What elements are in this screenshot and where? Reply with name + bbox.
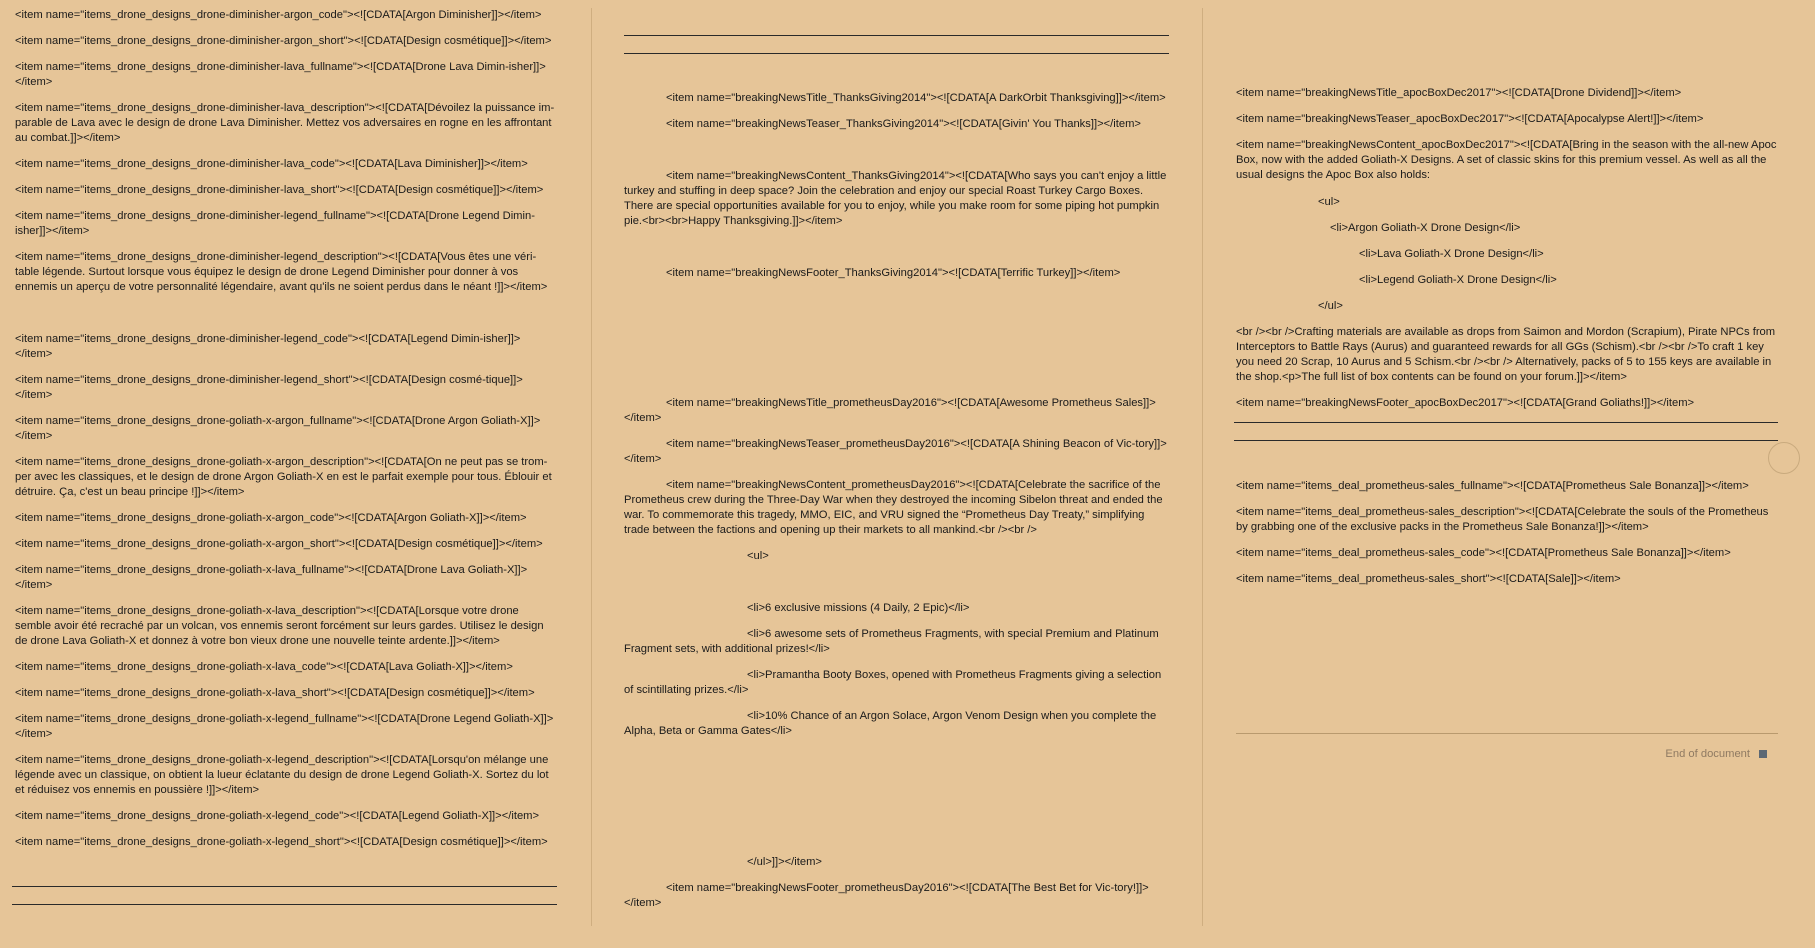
xml-line: </ul>]]></item> (747, 856, 822, 868)
xml-line: <br /><br />Crafting materials are available as drops from Saimon and Mordon (Scrapium), Pirate NPCs from Interceptors to Battle Rays (Aurus) and guaranteed rewards for all GGs (Schism).<br /><br />To craft 1 key you need 20 Scrap, 10 Aurus and 5 Schism.<br /><br /> Alternatively, packs of 5 to 155 keys are available in the shop.<p>The full list of box contents can be found on your forum.]]></item> (1236, 326, 1776, 383)
xml-line: <item name="items_drone_designs_drone-diminisher-argon_code"><![CDATA[Argon Diminisher]]></item> (15, 9, 542, 21)
xml-line: <item name="items_deal_prometheus-sales_description"><![CDATA[Celebrate the souls of the Prometheus by grabbing one of the exclusive packs in the Prometheus Sale Bonanza!]]></item> (1236, 506, 1769, 533)
horizontal-rule (624, 53, 1169, 54)
xml-line: <item name="items_drone_designs_drone-goliath-x-lava_fullname"><![CDATA[Drone Lava Goliath-X]]></item> (15, 564, 528, 591)
xml-line: <item name="items_drone_designs_drone-goliath-x-legend_short"><![CDATA[Design cosmétique]]></item> (15, 836, 548, 848)
column-separator (1202, 8, 1203, 926)
xml-line: <item name="items_drone_designs_drone-goliath-x-lava_code"><![CDATA[Lava Goliath-X]]></item> (15, 661, 513, 673)
xml-line: <item name="breakingNewsFooter_apocBoxDec2017"><![CDATA[Grand Goliaths!]]></item> (1236, 397, 1695, 409)
xml-line: <item name="breakingNewsTitle_apocBoxDec2017"><![CDATA[Drone Dividend]]></item> (1236, 87, 1682, 99)
xml-line: <item name="items_drone_designs_drone-goliath-x-argon_code"><![CDATA[Argon Goliath-X]]></item> (15, 512, 527, 524)
xml-line: <item name="items_deal_prometheus-sales_code"><![CDATA[Prometheus Sale Bonanza]]></item> (1236, 547, 1731, 559)
xml-line: <item name="breakingNewsTitle_ThanksGiving2014"><![CDATA[A DarkOrbit Thanksgiving]]></item> (666, 92, 1166, 104)
xml-line: <item name="items_deal_prometheus-sales_short"><![CDATA[Sale]]></item> (1236, 573, 1621, 585)
xml-line: <li>6 awesome sets of Prometheus Fragments, with special Premium and Platinum Fragment sets, with additional prizes!</li> (624, 628, 1159, 655)
xml-line: <item name="breakingNewsTeaser_prometheusDay2016"><![CDATA[A Shining Beacon of Vic-tory]]></item> (624, 438, 1167, 465)
xml-line: <item name="breakingNewsTitle_prometheusDay2016"><![CDATA[Awesome Prometheus Sales]]></item> (624, 397, 1156, 424)
xml-line: <item name="breakingNewsContent_prometheusDay2016"><![CDATA[Celebrate the sacrifice of the Prometheus crew during the Three-Day War when they destroyed the incoming Sibelon threat and ended the war. To commemorate this tragedy, MMO, EIC, and VRU signed the “Prometheus Day Treaty,” simplifying trade between the factions and opening up their markets to all mankind.<br /><br /> (624, 479, 1163, 536)
scroll-indicator-icon[interactable] (1768, 442, 1800, 474)
xml-line: <item name="items_drone_designs_drone-diminisher-lava_short"><![CDATA[Design cosmétique]]></item> (15, 184, 544, 196)
horizontal-rule (1234, 422, 1778, 423)
xml-line: <item name="items_drone_designs_drone-goliath-x-legend_fullname"><![CDATA[Drone Legend Goliath-X]]></item> (15, 713, 554, 740)
xml-line: <item name="items_drone_designs_drone-diminisher-lava_code"><![CDATA[Lava Diminisher]]></item> (15, 158, 528, 170)
xml-line: <li>6 exclusive missions (4 Daily, 2 Epic)</li> (747, 602, 970, 614)
xml-line: <item name="items_drone_designs_drone-diminisher-argon_short"><![CDATA[Design cosmétique]]></item> (15, 35, 552, 47)
xml-line: <item name="items_drone_designs_drone-diminisher-legend_short"><![CDATA[Design cosmé-tique]]></item> (15, 374, 523, 401)
page-column-3 (1236, 0, 1778, 948)
xml-line: <item name="items_drone_designs_drone-diminisher-legend_description"><![CDATA[Vous êtes une véri-table légende. Surtout lorsque vous équipez le design de drone Legend Diminisher pour donner à vos ennemis un aperçu de votre personnalité légendaire, avant qu'ils ne soient perdus dans le néant !]]></item> (15, 251, 548, 293)
xml-line: <li>Pramantha Booty Boxes, opened with Prometheus Fragments giving a selection of scintillating prizes.</li> (624, 669, 1162, 696)
horizontal-rule (12, 886, 557, 887)
xml-line: <ul> (1318, 196, 1340, 208)
xml-line: <item name="items_drone_designs_drone-goliath-x-lava_description"><![CDATA[Lorsque votre drone semble avoir été recraché par un volcan, vos ennemis seront forcément sur leurs gardes. Utilisez le design de drone Lava Goliath-X et donnez à votre bon vieux drone une nouvelle teinte ardente.]]></item> (15, 605, 544, 647)
end-of-document-icon (1759, 750, 1767, 758)
column-separator (591, 8, 592, 926)
xml-line: <item name="breakingNewsFooter_ThanksGiving2014"><![CDATA[Terrific Turkey]]></item> (666, 267, 1121, 279)
xml-line: </ul> (1318, 300, 1343, 312)
page-column-2 (624, 0, 1169, 948)
xml-line: <item name="items_drone_designs_drone-goliath-x-argon_short"><![CDATA[Design cosmétique]]></item> (15, 538, 543, 550)
xml-line: <li>Lava Goliath-X Drone Design</li> (1359, 248, 1544, 260)
xml-line: <item name="items_drone_designs_drone-diminisher-legend_fullname"><![CDATA[Drone Legend Dimin-isher]]></item> (15, 210, 535, 237)
xml-line: <item name="items_drone_designs_drone-diminisher-legend_code"><![CDATA[Legend Dimin-isher]]></item> (15, 333, 521, 360)
xml-line: <item name="breakingNewsContent_apocBoxDec2017"><![CDATA[Bring in the season with the all-new Apoc Box, now with the added Goliath-X Designs. A set of classic skins for this premium vessel. As well as all the usual designs the Apoc Box also holds: (1236, 139, 1777, 181)
horizontal-rule (1234, 440, 1778, 441)
xml-line: <li>Legend Goliath-X Drone Design</li> (1359, 274, 1557, 286)
end-divider (1236, 733, 1778, 734)
xml-line: <item name="items_drone_designs_drone-diminisher-lava_fullname"><![CDATA[Drone Lava Dimin-isher]]></item> (15, 61, 546, 88)
xml-line: <item name="items_drone_designs_drone-goliath-x-legend_code"><![CDATA[Legend Goliath-X]]></item> (15, 810, 540, 822)
xml-line: <item name="breakingNewsTeaser_ThanksGiving2014"><![CDATA[Givin' You Thanks]]></item> (666, 118, 1141, 130)
xml-line: <item name="breakingNewsTeaser_apocBoxDec2017"><![CDATA[Apocalypse Alert!]]></item> (1236, 113, 1704, 125)
xml-line: <item name="items_drone_designs_drone-diminisher-lava_description"><![CDATA[Dévoilez la puissance im-parable de Lava avec le design de drone Lava Diminisher. Mettez vos adversaires en rogne en les affrontant au combat.]]></item> (15, 102, 555, 144)
xml-line: <item name="items_drone_designs_drone-goliath-x-legend_description"><![CDATA[Lorsqu'on mélange une légende avec un classique, on obtient la lueur éclatante du design de drone Legend Goliath-X. Sortez du lot et réduisez vos ennemis en poussière !]]></item> (15, 754, 549, 796)
xml-line: <item name="breakingNewsFooter_prometheusDay2016"><![CDATA[The Best Bet for Vic-tory!]]></item> (624, 882, 1149, 909)
xml-line: <item name="items_drone_designs_drone-goliath-x-argon_description"><![CDATA[On ne peut pas se trom-per avec les classiques, et le design de drone Argon Goliath-X en est le parfait exemple pour tous. Éblouir et détruire. Ça, c'est un beau principe !]]></item> (15, 456, 552, 498)
xml-line: <li>Argon Goliath-X Drone Design</li> (1330, 222, 1521, 234)
xml-line: <item name="items_drone_designs_drone-goliath-x-lava_short"><![CDATA[Design cosmétique]]></item> (15, 687, 535, 699)
horizontal-rule (12, 904, 557, 905)
xml-line: <item name="items_deal_prometheus-sales_fullname"><![CDATA[Prometheus Sale Bonanza]]></item> (1236, 480, 1749, 492)
horizontal-rule (624, 35, 1169, 36)
page-column-1 (12, 0, 557, 948)
xml-line: <item name="breakingNewsContent_ThanksGiving2014"><![CDATA[Who says you can't enjoy a little turkey and stuffing in deep space? Join the celebration and enjoy our special Roast Turkey Cargo Boxes. There are special opportunities available for you to enjoy, while you make room for some piping hot pumpkin pie.<br><br>Happy Thanksgiving.]]></item> (624, 170, 1167, 227)
xml-line: <li>10% Chance of an Argon Solace, Argon Venom Design when you complete the Alpha, Beta or Gamma Gates</li> (624, 710, 1157, 737)
xml-line: <ul> (747, 550, 769, 562)
end-of-document-label: End of document (1665, 748, 1750, 760)
xml-line: <item name="items_drone_designs_drone-goliath-x-argon_fullname"><![CDATA[Drone Argon Goliath-X]]></item> (15, 415, 541, 442)
